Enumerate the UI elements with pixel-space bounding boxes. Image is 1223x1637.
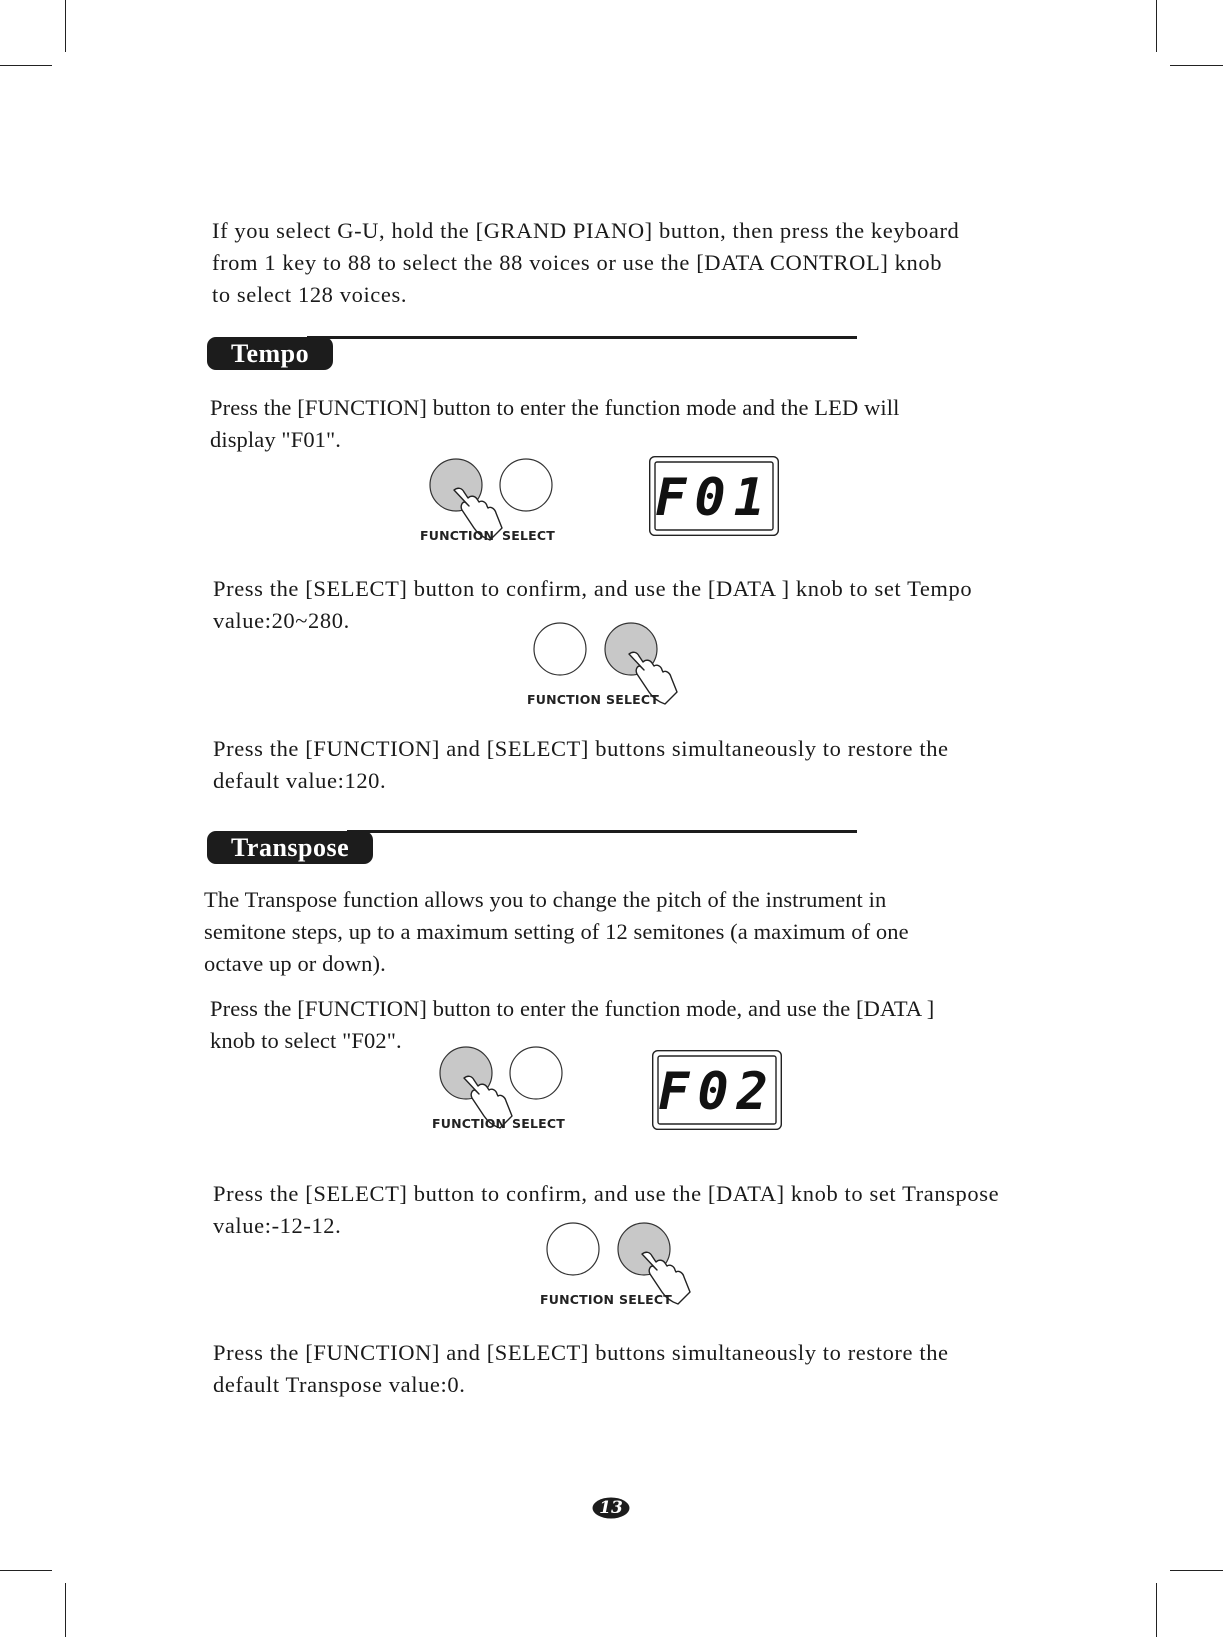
crop-mark (0, 1570, 52, 1571)
led-readout: F02 (658, 1062, 776, 1122)
function-button (534, 623, 586, 675)
function-select-buttons (420, 456, 570, 546)
transpose-step1: Press the [FUNCTION] button to enter the function mode, and use the [DATA ] knob to select "F02". (210, 996, 935, 1053)
tempo-step1: Press the [FUNCTION] button to enter the function mode and the LED will display "F01". (210, 395, 900, 452)
function-select-buttons (527, 620, 677, 710)
function-select-buttons (540, 1220, 690, 1310)
crop-mark (65, 0, 66, 52)
transpose-step3: Press the [FUNCTION] and [SELECT] buttons simultaneously to restore the default Transpose value:0. (213, 1340, 949, 1397)
section-rule (347, 830, 857, 833)
led-frame (649, 456, 779, 536)
crop-mark (1156, 0, 1157, 52)
transpose-description: The Transpose function allows you to change the pitch of the instrument in semitone steps, up to a maximum setting of 12 semitones (a maximum of one octave up or down). (204, 887, 909, 976)
function-label: FUNCTION (540, 1292, 615, 1307)
select-button (500, 459, 552, 511)
page-number-text: 13 (599, 1498, 623, 1518)
transpose-step2: Press the [SELECT] button to confirm, and use the [DATA] knob to set Transpose value:-12-12. (213, 1181, 1000, 1238)
crop-mark (1156, 1583, 1157, 1637)
crop-mark (1170, 65, 1223, 66)
crop-mark (65, 1583, 66, 1637)
crop-mark (1170, 1570, 1223, 1571)
tempo-step3: Press the [FUNCTION] and [SELECT] buttons simultaneously to restore the default value:120. (213, 736, 949, 793)
function-select-buttons (430, 1044, 580, 1134)
select-button (510, 1047, 562, 1099)
intro-paragraph: If you select G-U, hold the [GRAND PIANO] button, then press the keyboard from 1 key to 88 to select the 88 voices or use the [DATA CONTROL] knob to select 128 voices. (212, 218, 960, 307)
select-label: SELECT (619, 1292, 672, 1307)
select-label: SELECT (606, 692, 659, 707)
function-label: FUNCTION (420, 528, 495, 543)
function-button (547, 1223, 599, 1275)
section-rule (307, 336, 857, 339)
crop-mark (0, 65, 52, 66)
function-label: FUNCTION (527, 692, 602, 707)
led-display (649, 456, 779, 536)
tempo-step2: Press the [SELECT] button to confirm, and use the [DATA ] knob to set Tempo value:20~280. (213, 576, 973, 633)
select-label: SELECT (502, 528, 555, 543)
led-display (652, 1050, 782, 1130)
transpose-heading: Transpose (207, 831, 373, 864)
led-frame (652, 1050, 782, 1130)
tempo-heading: Tempo (207, 337, 333, 370)
transpose-section-header (207, 830, 857, 866)
select-label: SELECT (512, 1116, 565, 1131)
led-readout: F01 (655, 468, 773, 528)
tempo-section-header (207, 336, 857, 372)
function-label: FUNCTION (432, 1116, 507, 1131)
page-number (592, 1497, 630, 1519)
